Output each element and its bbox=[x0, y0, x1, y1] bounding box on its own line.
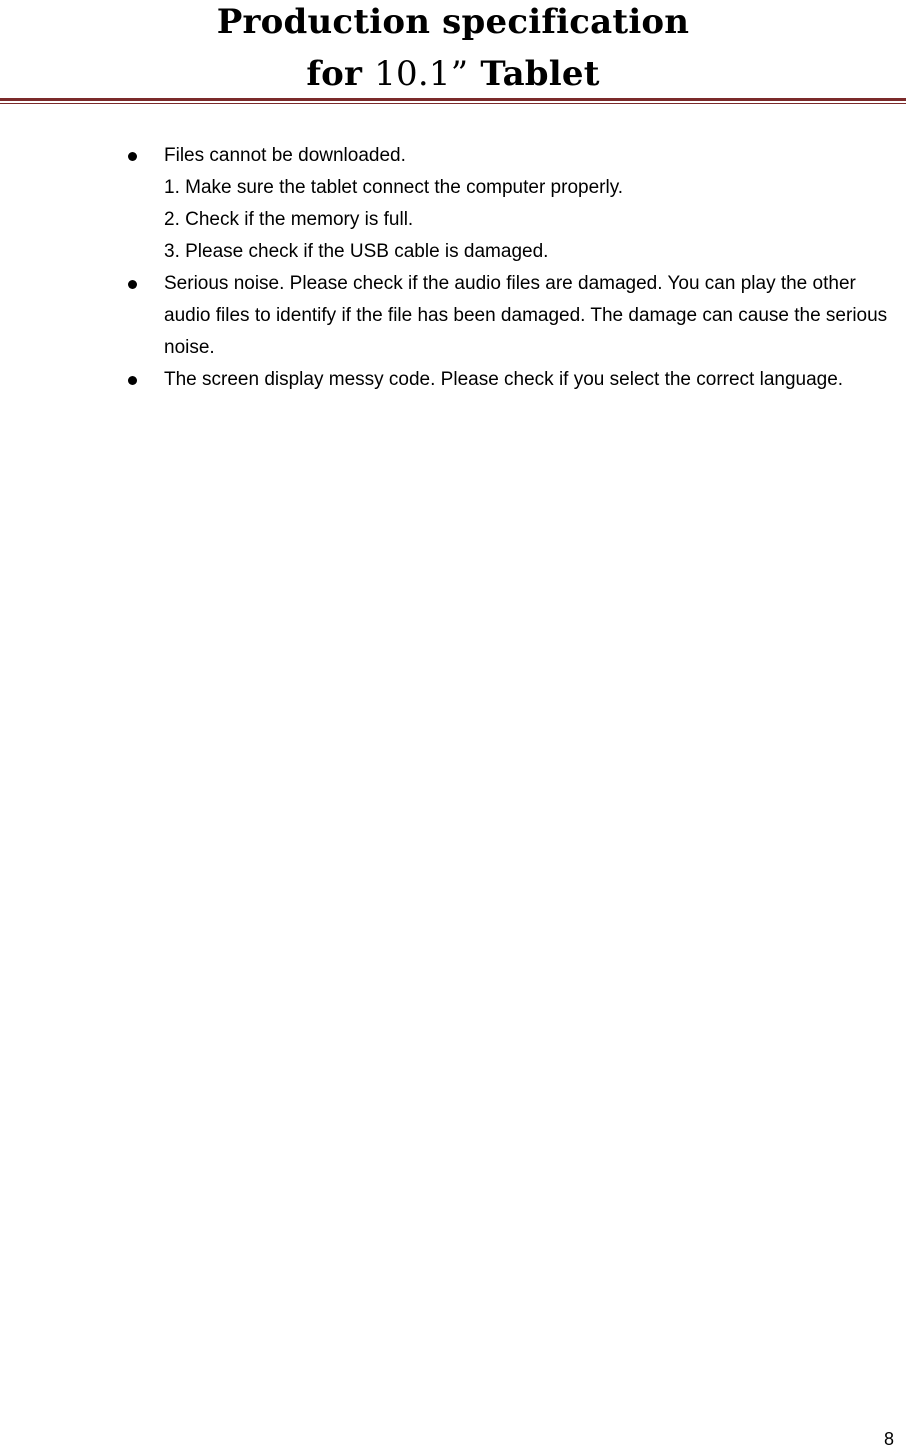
list-item-messy-code bbox=[0, 364, 906, 396]
page-title-line-2 bbox=[0, 52, 906, 96]
title-screen-size: 10.1” bbox=[374, 54, 469, 94]
list-sub-item: 1. Make sure the tablet connect the computer properly. bbox=[164, 177, 624, 198]
page-number: 8 bbox=[883, 1429, 894, 1449]
list-item-text: Serious noise. Please check if the audio files are damaged. You can play the other audio files to identify if the file has been damaged. The damage can cause the serious noise. bbox=[164, 273, 888, 358]
header-divider-thick bbox=[0, 98, 906, 101]
bullet-icon bbox=[128, 376, 137, 385]
header-divider bbox=[0, 98, 906, 105]
list-item-noise bbox=[0, 268, 906, 364]
title-prefix: for bbox=[306, 54, 375, 94]
list-sub-item: 3. Please check if the USB cable is damaged. bbox=[164, 241, 549, 262]
page-title-line-1: Production specification bbox=[216, 2, 690, 42]
list-sub-item: 2. Check if the memory is full. bbox=[164, 209, 414, 230]
list-item-text: Files cannot be downloaded. bbox=[164, 145, 406, 166]
bullet-icon bbox=[128, 152, 137, 161]
bullet-icon bbox=[128, 280, 137, 289]
troubleshooting-list bbox=[0, 140, 906, 396]
header-divider-thin bbox=[0, 103, 906, 104]
title-suffix: Tablet bbox=[468, 54, 600, 94]
list-item-download bbox=[0, 140, 906, 268]
list-item-text: The screen display messy code. Please check if you select the correct language. bbox=[164, 369, 844, 390]
